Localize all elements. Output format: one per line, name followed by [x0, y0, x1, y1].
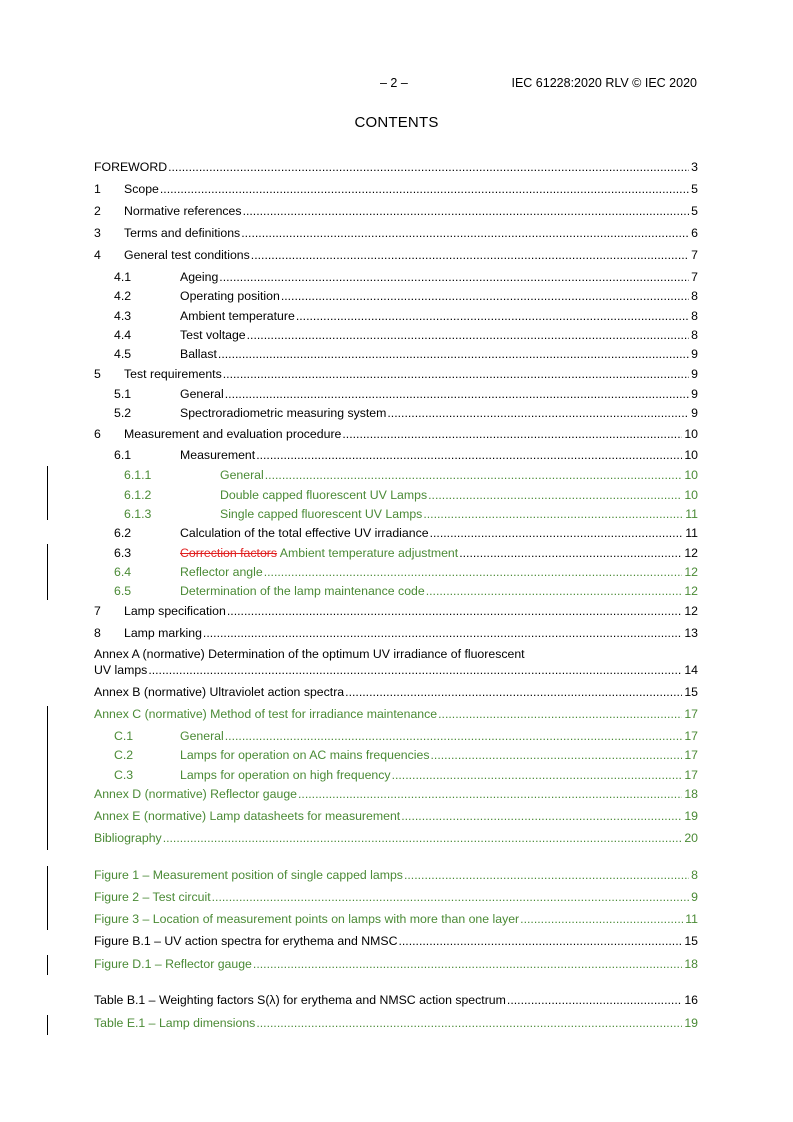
dot-leader [392, 767, 683, 783]
toc-entry-page: 7 [691, 270, 698, 284]
toc-entry-title: FOREWORD [94, 160, 168, 174]
dot-leader [426, 583, 683, 599]
change-bar [47, 866, 48, 930]
toc-entry-title: Ambient temperature [180, 309, 295, 323]
toc-entry[interactable] [94, 181, 698, 197]
toc-entry-page: 9 [691, 890, 698, 904]
toc-entry[interactable] [94, 269, 698, 285]
toc-entry-page: 13 [684, 626, 698, 640]
toc-entry[interactable] [94, 808, 698, 824]
toc-entry-first-line: Annex A (normative) Determination of the optimum UV irradiance of fluorescent [94, 647, 525, 661]
toc-entry[interactable] [94, 889, 698, 905]
toc-entry[interactable] [94, 203, 698, 219]
toc-entry-title: Lamps for operation on AC mains frequencies [180, 748, 430, 762]
toc-entry-number: 6.1.2 [124, 488, 152, 502]
toc-entry-title: Scope [124, 182, 159, 196]
toc-entry[interactable] [94, 506, 698, 522]
toc-entry-page: 5 [691, 182, 698, 196]
dot-leader [241, 225, 689, 241]
toc-entry-title: Lamps for operation on high frequency [180, 768, 391, 782]
toc-entry-page: 12 [684, 565, 698, 579]
toc-entry[interactable] [94, 706, 698, 722]
toc-entry-number: 5 [94, 367, 101, 381]
toc-entry-page: 9 [691, 387, 698, 401]
toc-entry-number: 5.2 [114, 406, 132, 420]
toc-entry-number: 3 [94, 226, 101, 240]
toc-entry-number: 2 [94, 204, 101, 218]
toc-entry-title: Figure 3 – Location of measurement points on lamps with more than one layer [94, 912, 520, 926]
toc-entry-number: 6.1 [114, 448, 132, 462]
toc-entry-page: 19 [684, 1016, 698, 1030]
toc-entry-page: 12 [684, 546, 698, 560]
toc-entry-number: C.2 [114, 748, 134, 762]
toc-entry-page: 20 [684, 831, 698, 845]
toc-entry-page: 11 [685, 526, 698, 540]
toc-entry-page: 11 [685, 507, 698, 521]
toc-entry[interactable] [94, 467, 698, 483]
toc-entry-title: Figure B.1 – UV action spectra for erythema and NMSC [94, 934, 398, 948]
toc-entry-page: 19 [684, 809, 698, 823]
dot-leader [160, 181, 689, 197]
dot-leader [203, 625, 682, 641]
toc-entry[interactable] [94, 525, 698, 541]
dot-leader [281, 288, 689, 304]
toc-entry-title: Lamp specification [124, 604, 226, 618]
toc-entry-title: Reflector angle [180, 565, 263, 579]
toc-entry[interactable] [94, 911, 698, 927]
dot-leader [256, 447, 682, 463]
toc-entry[interactable] [94, 487, 698, 503]
toc-entry[interactable] [94, 426, 698, 442]
toc-entry-title: Annex C (normative) Method of test for irradiance maintenance [94, 707, 438, 721]
toc-entry-number: 5.1 [114, 387, 132, 401]
toc-entry-page: 17 [684, 707, 698, 721]
dot-leader [520, 911, 683, 927]
toc-entry-title: Spectroradiometric measuring system [180, 406, 387, 420]
dot-leader [401, 808, 682, 824]
change-bar [47, 466, 48, 520]
toc-entry-number: 1 [94, 182, 101, 196]
toc-entry-page: 18 [684, 957, 698, 971]
toc-entry-title: UV lamps [94, 663, 148, 677]
change-bar [47, 1015, 48, 1035]
toc-entry[interactable] [94, 603, 698, 619]
page-number: – 2 – [380, 76, 408, 90]
toc-entry-title: Normative references [124, 204, 242, 218]
dot-leader [227, 603, 682, 619]
toc-entry-number: 4.5 [114, 347, 132, 361]
toc-entry-number: 6.1.1 [124, 468, 152, 482]
toc-entry[interactable] [94, 956, 698, 972]
toc-entry[interactable] [94, 728, 698, 744]
toc-entry-page: 12 [684, 584, 698, 598]
toc-entry-page: 9 [691, 406, 698, 420]
toc-entry[interactable] [94, 1015, 698, 1031]
toc-entry-page: 17 [684, 748, 698, 762]
toc-entry[interactable] [94, 225, 698, 241]
toc-entry-title: Ambient temperature adjustment [279, 546, 459, 560]
toc-entry[interactable] [94, 564, 698, 580]
toc-entry[interactable] [94, 346, 698, 362]
toc-entry-number: 4.4 [114, 328, 132, 342]
dot-leader [264, 564, 683, 580]
toc-entry[interactable] [94, 747, 698, 763]
toc-entry-title: Ageing [180, 270, 219, 284]
toc-entry-number: 8 [94, 626, 101, 640]
toc-entry-page: 9 [691, 347, 698, 361]
toc-entry-title: Annex E (normative) Lamp datasheets for measurement [94, 809, 401, 823]
toc-entry[interactable] [94, 447, 698, 463]
toc-entry-title: Double capped fluorescent UV Lamps [220, 488, 428, 502]
toc-entry-page: 15 [684, 934, 698, 948]
dot-leader [507, 992, 682, 1008]
toc-entry-number: 6.1.3 [124, 507, 152, 521]
dot-leader [225, 728, 683, 744]
dot-leader [243, 203, 690, 219]
toc-entry-page: 6 [691, 226, 698, 240]
toc-entry-page: 3 [691, 160, 698, 174]
dot-leader [148, 662, 682, 678]
dot-leader [247, 327, 690, 343]
toc-entry-page: 17 [684, 729, 698, 743]
dot-leader [225, 386, 689, 402]
toc-entry[interactable] [94, 625, 698, 641]
toc-entry[interactable] [94, 662, 698, 678]
toc-entry-page: 7 [691, 248, 698, 262]
toc-entry-title: Figure 1 – Measurement position of single capped lamps [94, 868, 403, 882]
toc-entry[interactable] [94, 767, 698, 783]
toc-entry-number: C.3 [114, 768, 134, 782]
dot-leader [342, 426, 682, 442]
dot-leader [428, 487, 682, 503]
dot-leader [163, 830, 683, 846]
toc-entry-page: 12 [684, 604, 698, 618]
dot-leader [218, 346, 689, 362]
toc-entry[interactable] [94, 366, 698, 382]
toc-entry[interactable] [94, 933, 698, 949]
toc-entry-number: 6.5 [114, 584, 132, 598]
toc-entry-number: 6 [94, 427, 101, 441]
toc-entry-title: Test requirements [124, 367, 222, 381]
toc-entry-page: 10 [684, 468, 698, 482]
dot-leader [430, 525, 684, 541]
toc-entry[interactable] [94, 288, 698, 304]
dot-leader [431, 747, 683, 763]
change-bar [47, 955, 48, 975]
dot-leader [219, 269, 689, 285]
toc-entry-page: 8 [691, 289, 698, 303]
toc-entry[interactable] [94, 405, 698, 421]
dot-leader [398, 933, 682, 949]
dot-leader [265, 467, 683, 483]
toc-entry-page: 10 [684, 448, 698, 462]
toc-entry-title: Figure 2 – Test circuit [94, 890, 211, 904]
dot-leader [212, 889, 690, 905]
toc-entry-number: 6.4 [114, 565, 132, 579]
dot-leader [387, 405, 689, 421]
toc-entry[interactable] [94, 684, 698, 700]
toc-entry-page: 11 [685, 912, 698, 926]
toc-entry[interactable] [94, 867, 698, 883]
toc-entry-title: Terms and definitions [124, 226, 241, 240]
toc-entry-title: Figure D.1 – Reflector gauge [94, 957, 252, 971]
toc-entry-number: C.1 [114, 729, 134, 743]
toc-entry-page: 15 [684, 685, 698, 699]
toc-entry[interactable] [94, 159, 698, 175]
toc-entry-title: Single capped fluorescent UV Lamps [220, 507, 423, 521]
toc-entry-number: 6.3 [114, 546, 132, 560]
dot-leader [423, 506, 683, 522]
toc-entry[interactable] [94, 992, 698, 1008]
toc-entry-page: 8 [691, 868, 698, 882]
toc-entry-page: 9 [691, 367, 698, 381]
toc-entry-page: 16 [684, 993, 698, 1007]
toc-entry-title: Lamp marking [124, 626, 202, 640]
toc-entry-title: Table E.1 – Lamp dimensions [94, 1016, 256, 1030]
toc-entry-title: Bibliography [94, 831, 162, 845]
dot-leader [296, 308, 689, 324]
toc-entry[interactable] [94, 545, 698, 561]
toc-entry-page: 14 [684, 663, 698, 677]
toc-entry-title: Calculation of the total effective UV irradiance [180, 526, 429, 540]
dot-leader [223, 366, 689, 382]
toc-entry-page: 10 [684, 488, 698, 502]
dot-leader [298, 786, 682, 802]
change-bar [47, 706, 48, 850]
dot-leader [251, 247, 689, 263]
toc-entry-number: 4.3 [114, 309, 132, 323]
toc-entry-number: 4.2 [114, 289, 132, 303]
toc-entry-title: General [180, 387, 224, 401]
toc-entry-number: 4.1 [114, 270, 132, 284]
toc-entry-title: Annex D (normative) Reflector gauge [94, 787, 297, 801]
toc-entry-title: Measurement and evaluation procedure [124, 427, 342, 441]
dot-leader [404, 867, 689, 883]
toc-entry[interactable] [94, 308, 698, 324]
dot-leader [168, 159, 689, 175]
toc-entry[interactable] [94, 786, 698, 802]
dot-leader [256, 1015, 682, 1031]
toc-entry-page: 8 [691, 309, 698, 323]
toc-entry-title: Measurement [180, 448, 256, 462]
toc-entry-title: General [180, 729, 224, 743]
toc-entry-title: General [220, 468, 264, 482]
dot-leader [438, 706, 682, 722]
toc-entry-page: 10 [684, 427, 698, 441]
dot-leader [459, 545, 682, 561]
toc-entry[interactable] [94, 583, 698, 599]
toc-entry-number: 6.2 [114, 526, 132, 540]
toc-entry[interactable] [94, 247, 698, 263]
toc-entry-number: 7 [94, 604, 101, 618]
toc-entry-title: Annex B (normative) Ultraviolet action spectra [94, 685, 345, 699]
toc-entry-title: Ballast [180, 347, 217, 361]
toc-entry-page: 8 [691, 328, 698, 342]
toc-entry-number: 4 [94, 248, 101, 262]
page-title: CONTENTS [354, 114, 439, 131]
toc-entry-page: 17 [684, 768, 698, 782]
toc-entry-title: Operating position [180, 289, 280, 303]
toc-entry-page: 5 [691, 204, 698, 218]
change-bar [47, 544, 48, 600]
toc-entry-title: Table B.1 – Weighting factors S(λ) for erythema and NMSC action spectrum [94, 993, 506, 1007]
toc-entry-title: Test voltage [180, 328, 246, 342]
standard-reference: IEC 61228:2020 RLV © IEC 2020 [511, 76, 697, 90]
toc-entry-title: General test conditions [124, 248, 250, 262]
dot-leader [253, 956, 682, 972]
toc-entry-page: 18 [684, 787, 698, 801]
toc-entry[interactable] [94, 327, 698, 343]
toc-entry[interactable] [94, 386, 698, 402]
toc-entry-deleted-text: Correction factors [180, 546, 278, 560]
toc-entry-title: Determination of the lamp maintenance code [180, 584, 425, 598]
dot-leader [345, 684, 682, 700]
toc-entry[interactable] [94, 830, 698, 846]
